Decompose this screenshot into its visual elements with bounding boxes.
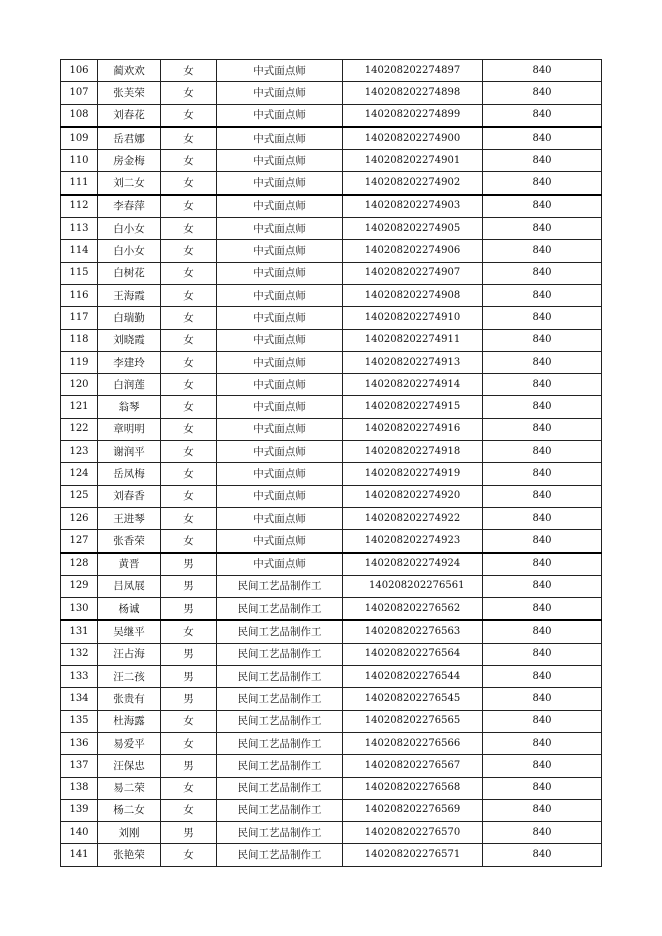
cell-certificate-number: 140208202276565 <box>343 710 483 732</box>
cell-certificate-number: 140208202274898 <box>343 82 483 104</box>
cell-gender: 女 <box>161 620 217 643</box>
cell-name: 刘刚 <box>98 822 161 844</box>
cell-gender: 女 <box>161 374 217 396</box>
table-row <box>61 688 602 710</box>
cell-occupation: 中式面点师 <box>217 485 343 507</box>
table-row <box>61 329 602 351</box>
cell-serial-number: 125 <box>61 485 98 507</box>
cell-certificate-number: 140208202274905 <box>343 218 483 240</box>
cell-certificate-number: 140208202274915 <box>343 396 483 418</box>
cell-gender: 女 <box>161 172 217 195</box>
cell-occupation: 民间工艺品制作工 <box>217 666 343 688</box>
table-row <box>61 844 602 866</box>
cell-certificate-number: 140208202276567 <box>343 755 483 777</box>
cell-name: 易爱平 <box>98 732 161 754</box>
cell-gender: 女 <box>161 329 217 351</box>
cell-certificate-number: 140208202274914 <box>343 374 483 396</box>
cell-gender: 女 <box>161 530 217 553</box>
cell-name: 刘春香 <box>98 485 161 507</box>
cell-serial-number: 133 <box>61 666 98 688</box>
cell-gender: 男 <box>161 598 217 621</box>
cell-certificate-number: 140208202274923 <box>343 530 483 553</box>
cell-occupation: 中式面点师 <box>217 351 343 373</box>
cell-occupation: 中式面点师 <box>217 507 343 529</box>
cell-serial-number: 112 <box>61 195 98 218</box>
roster-table <box>60 59 602 867</box>
cell-gender: 女 <box>161 127 217 150</box>
cell-amount: 840 <box>483 643 602 665</box>
cell-occupation: 中式面点师 <box>217 240 343 262</box>
table-row <box>61 666 602 688</box>
cell-name: 吴继平 <box>98 620 161 643</box>
cell-amount: 840 <box>483 620 602 643</box>
cell-serial-number: 139 <box>61 799 98 821</box>
cell-amount: 840 <box>483 172 602 195</box>
cell-certificate-number: 140208202274900 <box>343 127 483 150</box>
cell-amount: 840 <box>483 82 602 104</box>
cell-amount: 840 <box>483 822 602 844</box>
cell-gender: 男 <box>161 822 217 844</box>
cell-serial-number: 138 <box>61 777 98 799</box>
cell-serial-number: 137 <box>61 755 98 777</box>
cell-certificate-number: 140208202274908 <box>343 284 483 306</box>
cell-name: 王进琴 <box>98 507 161 529</box>
table-row <box>61 127 602 150</box>
cell-serial-number: 120 <box>61 374 98 396</box>
cell-serial-number: 117 <box>61 307 98 329</box>
cell-serial-number: 118 <box>61 329 98 351</box>
cell-certificate-number: 140208202274922 <box>343 507 483 529</box>
cell-certificate-number: 140208202276561 <box>343 575 483 597</box>
cell-gender: 女 <box>161 844 217 866</box>
cell-gender: 女 <box>161 307 217 329</box>
cell-amount: 840 <box>483 844 602 866</box>
cell-certificate-number: 140208202274911 <box>343 329 483 351</box>
cell-occupation: 中式面点师 <box>217 127 343 150</box>
cell-name: 杜海露 <box>98 710 161 732</box>
cell-occupation: 民间工艺品制作工 <box>217 620 343 643</box>
cell-occupation: 民间工艺品制作工 <box>217 643 343 665</box>
cell-name: 谢润平 <box>98 441 161 463</box>
cell-name: 张贵有 <box>98 688 161 710</box>
table-row <box>61 60 602 82</box>
cell-gender: 女 <box>161 418 217 440</box>
cell-amount: 840 <box>483 127 602 150</box>
cell-serial-number: 127 <box>61 530 98 553</box>
cell-amount: 840 <box>483 351 602 373</box>
cell-name: 岳君娜 <box>98 127 161 150</box>
cell-occupation: 中式面点师 <box>217 530 343 553</box>
cell-gender: 女 <box>161 284 217 306</box>
table-row <box>61 755 602 777</box>
cell-occupation: 中式面点师 <box>217 329 343 351</box>
table-row <box>61 104 602 127</box>
cell-amount: 840 <box>483 441 602 463</box>
cell-occupation: 中式面点师 <box>217 172 343 195</box>
table-row <box>61 732 602 754</box>
table-row <box>61 575 602 597</box>
cell-occupation: 中式面点师 <box>217 195 343 218</box>
cell-name: 房金梅 <box>98 150 161 172</box>
table-row <box>61 240 602 262</box>
cell-certificate-number: 140208202274897 <box>343 60 483 82</box>
table-row <box>61 598 602 621</box>
cell-amount: 840 <box>483 374 602 396</box>
cell-serial-number: 108 <box>61 104 98 127</box>
cell-certificate-number: 140208202274899 <box>343 104 483 127</box>
cell-occupation: 民间工艺品制作工 <box>217 710 343 732</box>
cell-gender: 男 <box>161 755 217 777</box>
cell-certificate-number: 140208202276544 <box>343 666 483 688</box>
cell-occupation: 中式面点师 <box>217 463 343 485</box>
cell-name: 黄晋 <box>98 553 161 576</box>
cell-amount: 840 <box>483 262 602 284</box>
cell-amount: 840 <box>483 799 602 821</box>
table-row <box>61 441 602 463</box>
cell-name: 张芙荣 <box>98 82 161 104</box>
cell-name: 刘晓霞 <box>98 329 161 351</box>
table-row <box>61 799 602 821</box>
cell-gender: 女 <box>161 351 217 373</box>
cell-name: 王海霞 <box>98 284 161 306</box>
cell-occupation: 中式面点师 <box>217 553 343 576</box>
cell-certificate-number: 140208202274902 <box>343 172 483 195</box>
cell-amount: 840 <box>483 150 602 172</box>
cell-amount: 840 <box>483 598 602 621</box>
cell-gender: 女 <box>161 710 217 732</box>
cell-certificate-number: 140208202274903 <box>343 195 483 218</box>
cell-amount: 840 <box>483 463 602 485</box>
cell-amount: 840 <box>483 240 602 262</box>
cell-serial-number: 106 <box>61 60 98 82</box>
table-row <box>61 463 602 485</box>
cell-amount: 840 <box>483 485 602 507</box>
cell-certificate-number: 140208202274919 <box>343 463 483 485</box>
cell-amount: 840 <box>483 396 602 418</box>
cell-occupation: 民间工艺品制作工 <box>217 799 343 821</box>
cell-occupation: 中式面点师 <box>217 284 343 306</box>
table-row <box>61 507 602 529</box>
cell-serial-number: 140 <box>61 822 98 844</box>
cell-certificate-number: 140208202276564 <box>343 643 483 665</box>
cell-occupation: 民间工艺品制作工 <box>217 822 343 844</box>
cell-amount: 840 <box>483 777 602 799</box>
table-row <box>61 262 602 284</box>
cell-name: 蔺欢欢 <box>98 60 161 82</box>
cell-serial-number: 115 <box>61 262 98 284</box>
cell-serial-number: 134 <box>61 688 98 710</box>
cell-occupation: 中式面点师 <box>217 218 343 240</box>
cell-gender: 女 <box>161 262 217 284</box>
cell-name: 李建玲 <box>98 351 161 373</box>
cell-gender: 女 <box>161 507 217 529</box>
cell-certificate-number: 140208202276570 <box>343 822 483 844</box>
table-row <box>61 374 602 396</box>
cell-gender: 女 <box>161 396 217 418</box>
cell-gender: 男 <box>161 553 217 576</box>
cell-occupation: 民间工艺品制作工 <box>217 598 343 621</box>
cell-serial-number: 107 <box>61 82 98 104</box>
cell-amount: 840 <box>483 688 602 710</box>
cell-amount: 840 <box>483 329 602 351</box>
table-row <box>61 710 602 732</box>
cell-name: 刘二女 <box>98 172 161 195</box>
cell-serial-number: 110 <box>61 150 98 172</box>
table-row <box>61 418 602 440</box>
cell-serial-number: 136 <box>61 732 98 754</box>
cell-name: 吕凤展 <box>98 575 161 597</box>
cell-serial-number: 130 <box>61 598 98 621</box>
cell-name: 刘春花 <box>98 104 161 127</box>
cell-amount: 840 <box>483 530 602 553</box>
cell-serial-number: 121 <box>61 396 98 418</box>
cell-name: 汪占海 <box>98 643 161 665</box>
cell-occupation: 中式面点师 <box>217 396 343 418</box>
cell-name: 岳凤梅 <box>98 463 161 485</box>
cell-certificate-number: 140208202274906 <box>343 240 483 262</box>
cell-amount: 840 <box>483 553 602 576</box>
cell-occupation: 中式面点师 <box>217 307 343 329</box>
cell-gender: 男 <box>161 575 217 597</box>
table-row <box>61 553 602 576</box>
cell-occupation: 民间工艺品制作工 <box>217 777 343 799</box>
cell-certificate-number: 140208202276563 <box>343 620 483 643</box>
cell-serial-number: 132 <box>61 643 98 665</box>
table-row <box>61 396 602 418</box>
cell-certificate-number: 140208202276562 <box>343 598 483 621</box>
table-row <box>61 82 602 104</box>
cell-certificate-number: 140208202274916 <box>343 418 483 440</box>
cell-name: 张香荣 <box>98 530 161 553</box>
table-row <box>61 351 602 373</box>
cell-certificate-number: 140208202276566 <box>343 732 483 754</box>
cell-serial-number: 124 <box>61 463 98 485</box>
table-row <box>61 485 602 507</box>
cell-name: 杨二女 <box>98 799 161 821</box>
cell-amount: 840 <box>483 60 602 82</box>
cell-serial-number: 113 <box>61 218 98 240</box>
cell-gender: 女 <box>161 104 217 127</box>
cell-serial-number: 129 <box>61 575 98 597</box>
table-row <box>61 620 602 643</box>
cell-serial-number: 128 <box>61 553 98 576</box>
cell-gender: 男 <box>161 666 217 688</box>
cell-occupation: 中式面点师 <box>217 418 343 440</box>
cell-gender: 女 <box>161 82 217 104</box>
cell-amount: 840 <box>483 732 602 754</box>
table-row <box>61 530 602 553</box>
cell-certificate-number: 140208202276545 <box>343 688 483 710</box>
cell-serial-number: 119 <box>61 351 98 373</box>
cell-occupation: 中式面点师 <box>217 262 343 284</box>
cell-gender: 女 <box>161 441 217 463</box>
cell-serial-number: 114 <box>61 240 98 262</box>
cell-name: 白瑞勤 <box>98 307 161 329</box>
cell-gender: 女 <box>161 732 217 754</box>
cell-name: 白小女 <box>98 240 161 262</box>
cell-certificate-number: 140208202274901 <box>343 150 483 172</box>
roster-table-body <box>61 60 602 867</box>
cell-occupation: 民间工艺品制作工 <box>217 575 343 597</box>
cell-occupation: 民间工艺品制作工 <box>217 732 343 754</box>
cell-certificate-number: 140208202274924 <box>343 553 483 576</box>
cell-name: 汪二孩 <box>98 666 161 688</box>
cell-serial-number: 126 <box>61 507 98 529</box>
cell-certificate-number: 140208202274910 <box>343 307 483 329</box>
cell-amount: 840 <box>483 218 602 240</box>
cell-amount: 840 <box>483 666 602 688</box>
cell-name: 张艳荣 <box>98 844 161 866</box>
table-row <box>61 307 602 329</box>
cell-gender: 男 <box>161 643 217 665</box>
cell-amount: 840 <box>483 755 602 777</box>
cell-gender: 女 <box>161 218 217 240</box>
cell-name: 翁琴 <box>98 396 161 418</box>
table-row <box>61 195 602 218</box>
cell-gender: 男 <box>161 688 217 710</box>
cell-gender: 女 <box>161 240 217 262</box>
cell-serial-number: 123 <box>61 441 98 463</box>
cell-occupation: 中式面点师 <box>217 82 343 104</box>
cell-amount: 840 <box>483 104 602 127</box>
cell-amount: 840 <box>483 307 602 329</box>
cell-serial-number: 109 <box>61 127 98 150</box>
table-row <box>61 150 602 172</box>
cell-certificate-number: 140208202274920 <box>343 485 483 507</box>
cell-serial-number: 131 <box>61 620 98 643</box>
cell-occupation: 中式面点师 <box>217 60 343 82</box>
cell-occupation: 民间工艺品制作工 <box>217 755 343 777</box>
cell-certificate-number: 140208202274907 <box>343 262 483 284</box>
cell-gender: 女 <box>161 799 217 821</box>
cell-gender: 女 <box>161 60 217 82</box>
cell-amount: 840 <box>483 575 602 597</box>
cell-name: 李春萍 <box>98 195 161 218</box>
cell-occupation: 民间工艺品制作工 <box>217 688 343 710</box>
cell-occupation: 中式面点师 <box>217 150 343 172</box>
cell-name: 章明明 <box>98 418 161 440</box>
cell-name: 白小女 <box>98 218 161 240</box>
cell-name: 汪保忠 <box>98 755 161 777</box>
cell-serial-number: 135 <box>61 710 98 732</box>
cell-serial-number: 141 <box>61 844 98 866</box>
cell-gender: 女 <box>161 485 217 507</box>
cell-serial-number: 111 <box>61 172 98 195</box>
table-row <box>61 172 602 195</box>
cell-name: 易二荣 <box>98 777 161 799</box>
table-row <box>61 822 602 844</box>
cell-gender: 女 <box>161 463 217 485</box>
cell-name: 杨诚 <box>98 598 161 621</box>
cell-name: 白树花 <box>98 262 161 284</box>
table-row <box>61 284 602 306</box>
table-row <box>61 218 602 240</box>
cell-amount: 840 <box>483 195 602 218</box>
cell-amount: 840 <box>483 710 602 732</box>
cell-occupation: 中式面点师 <box>217 374 343 396</box>
cell-occupation: 中式面点师 <box>217 441 343 463</box>
cell-occupation: 中式面点师 <box>217 104 343 127</box>
cell-certificate-number: 140208202276569 <box>343 799 483 821</box>
cell-serial-number: 122 <box>61 418 98 440</box>
cell-certificate-number: 140208202274918 <box>343 441 483 463</box>
cell-amount: 840 <box>483 507 602 529</box>
cell-certificate-number: 140208202274913 <box>343 351 483 373</box>
cell-occupation: 民间工艺品制作工 <box>217 844 343 866</box>
cell-gender: 女 <box>161 195 217 218</box>
cell-certificate-number: 140208202276571 <box>343 844 483 866</box>
table-row <box>61 643 602 665</box>
cell-amount: 840 <box>483 418 602 440</box>
cell-gender: 女 <box>161 150 217 172</box>
table-row <box>61 777 602 799</box>
cell-gender: 女 <box>161 777 217 799</box>
cell-name: 白润莲 <box>98 374 161 396</box>
cell-amount: 840 <box>483 284 602 306</box>
cell-certificate-number: 140208202276568 <box>343 777 483 799</box>
cell-serial-number: 116 <box>61 284 98 306</box>
